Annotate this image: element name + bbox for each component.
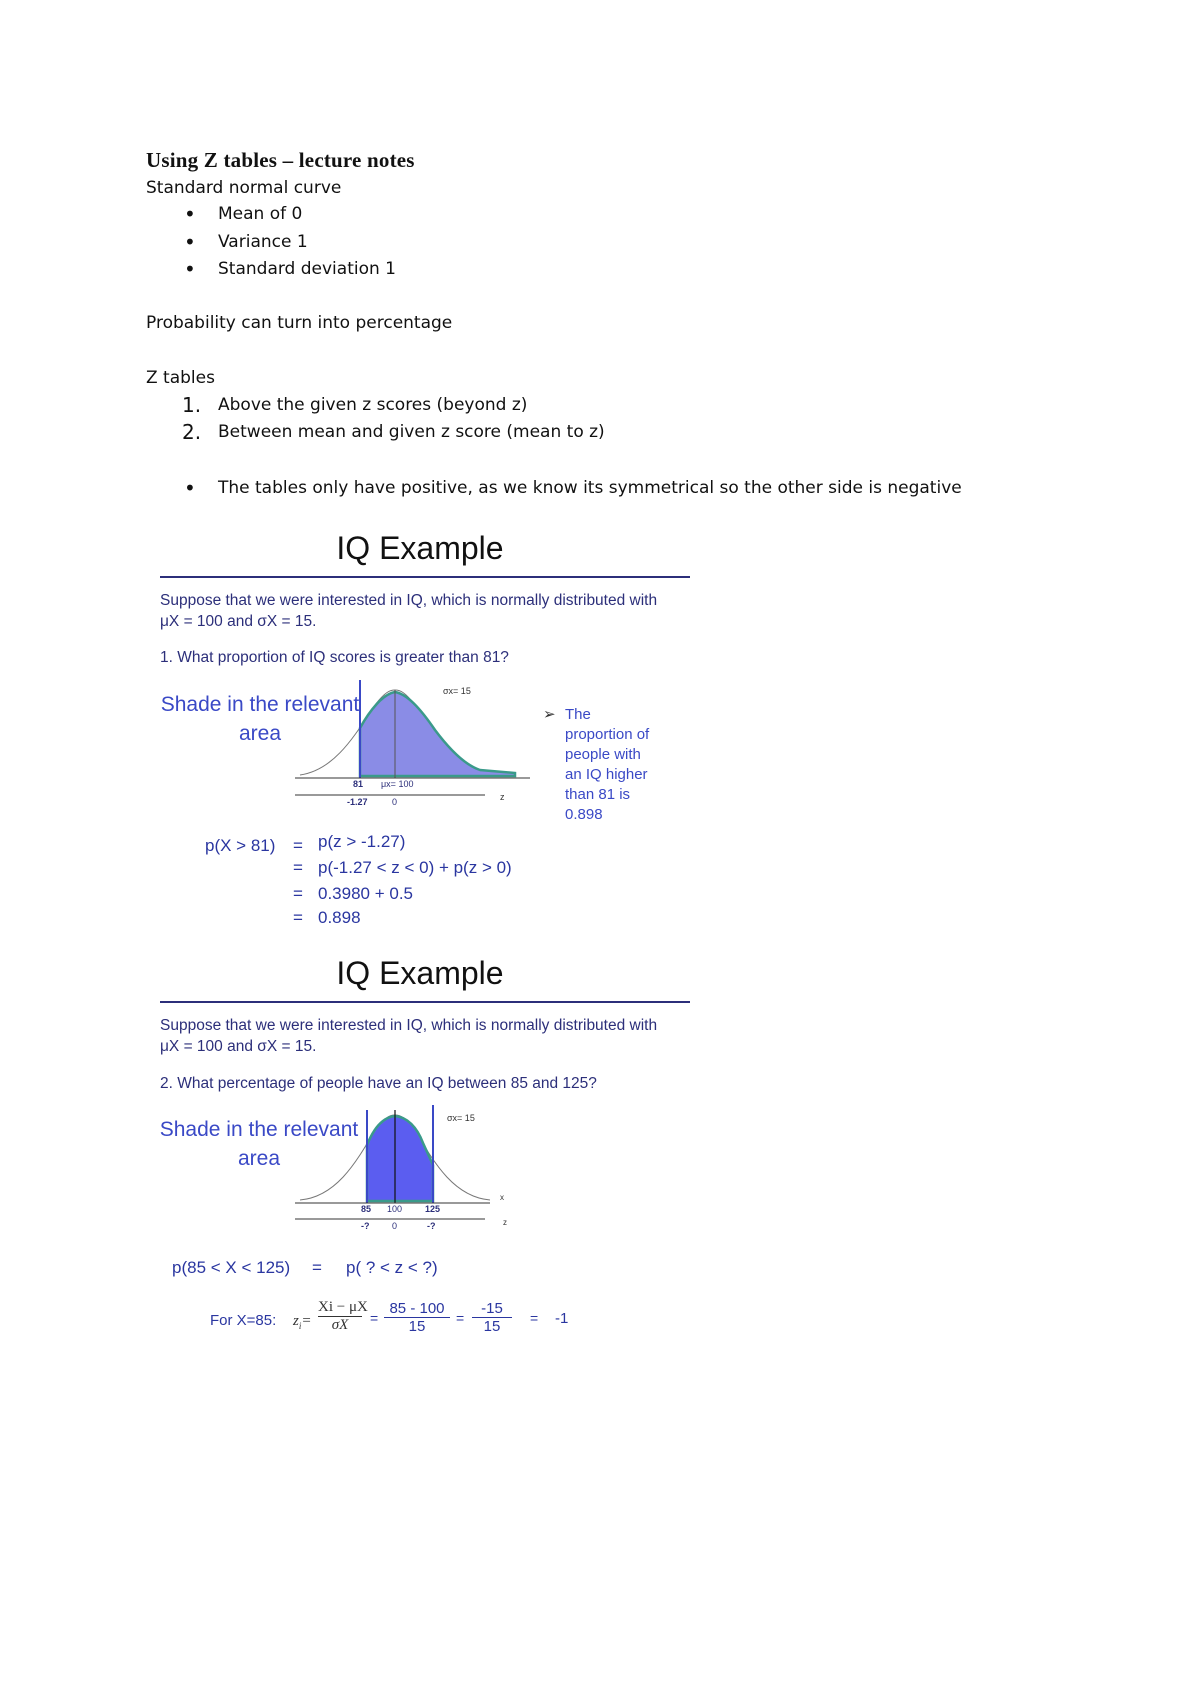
formula-step: 0.898 <box>318 908 361 927</box>
shaded-area <box>367 1116 433 1201</box>
x-tick-label: 85 <box>361 1204 372 1214</box>
substituted-fraction: 85 - 100 15 <box>384 1300 450 1335</box>
z-tick-label: -1.27 <box>347 797 368 807</box>
shade-label: Shade in the relevant area <box>160 693 360 745</box>
intro-text: μX = 100 and σX = 15. <box>160 1038 317 1055</box>
bullet-icon: • <box>184 257 196 281</box>
arrow-bullet-icon: ➢ <box>543 706 556 723</box>
iq-example-slide-1: IQ Example Suppose that we were interested in IQ, which is normally distributed with μX = 100 and σX = 15. 1. What proportion of IQ scores is greater than 81? Shade in the relevant area σx= 15 81 μx= 100 -1.27 0 z ➢ The proportion of people with an IQ higher than 81 is 0.898 p(X > 81) = p(z > -1.27) = p(-1.27 < z < 0) + p(z > 0) = 0.3980 + 0.5 = 0.898 <box>150 530 710 940</box>
question-text: 1. What proportion of IQ scores is greater than 81? <box>160 649 509 666</box>
z-tick-label: 0 <box>392 797 398 807</box>
formula-lhs: p(X > 81) <box>205 836 276 855</box>
question-text: 2. What percentage of people have an IQ between 85 and 125? <box>160 1075 597 1092</box>
formula-step: 0.3980 + 0.5 <box>318 884 414 903</box>
x-tick-label: 125 <box>425 1204 441 1214</box>
formula-rhs: p( ? < z < ?) <box>346 1258 438 1277</box>
z-tick-label: -? <box>361 1221 370 1231</box>
simplified-fraction: -15 15 <box>472 1300 512 1335</box>
x-tick-label: 81 <box>353 779 364 789</box>
formula-step: p(-1.27 < z < 0) + p(z > 0) <box>318 858 512 877</box>
x-tick-label: 100 <box>387 1204 403 1214</box>
x-tick-label: μx= 100 <box>381 779 414 789</box>
shade-label: Shade in the relevant area <box>159 1118 359 1170</box>
sigma-label: σx= 15 <box>443 686 471 696</box>
x-axis-label: x <box>500 1193 504 1202</box>
page-title: Using Z tables – lecture notes <box>146 148 415 172</box>
probability-line: Probability can turn into percentage <box>146 313 453 333</box>
bullet-icon: • <box>184 230 196 254</box>
shaded-area <box>360 692 515 776</box>
notes-subtitle: Standard normal curve <box>146 178 342 198</box>
bullet-icon: • <box>184 202 196 226</box>
formula-lhs: p(85 < X < 125) <box>172 1258 291 1277</box>
title-rule <box>160 1001 690 1003</box>
slide-title: IQ Example <box>336 955 504 991</box>
z-tick-label: -? <box>427 1221 436 1231</box>
z-tick-label: 0 <box>392 1221 398 1231</box>
intro-text: μX = 100 and σX = 15. <box>160 613 317 630</box>
formula-step: p(z > -1.27) <box>318 832 406 851</box>
normal-curve-figure <box>295 1105 535 1235</box>
z-axis-label: z <box>503 1218 507 1227</box>
z-axis-label: z <box>500 792 505 802</box>
bullet-icon: • <box>184 476 196 500</box>
calc-result: -1 <box>555 1310 569 1327</box>
z-formula-fraction: Xi − μX σX <box>318 1299 368 1333</box>
z-tables-heading: Z tables <box>146 368 215 388</box>
intro-text: Suppose that we were interested in IQ, which is normally distributed with <box>160 592 658 609</box>
sigma-label: σx= 15 <box>447 1113 475 1123</box>
calc-label: For X=85: <box>210 1312 277 1329</box>
z-symbol: $z_i=$ <box>293 1313 312 1331</box>
normal-curve-figure <box>295 680 535 810</box>
iq-example-slide-2: IQ Example Suppose that we were interested in IQ, which is normally distributed with μX = 100 and σX = 15. 2. What percentage of people have an IQ between 85 and 125? Shade in the relevant area σx= 15 85 100 125 x -? 0 -? z p(85 < X < 125) = p( ? < z < ?) For X=85: $z_i=$ Xi − μX σX = 85 - 100 15 = -15 15 = -1 <box>150 955 710 1355</box>
intro-text: Suppose that we were interested in IQ, which is normally distributed with <box>160 1017 658 1034</box>
slide-title: IQ Example <box>336 530 504 566</box>
side-note: ➢ The proportion of people with an IQ higher than 81 is 0.898 <box>543 706 650 823</box>
title-rule <box>160 576 690 578</box>
